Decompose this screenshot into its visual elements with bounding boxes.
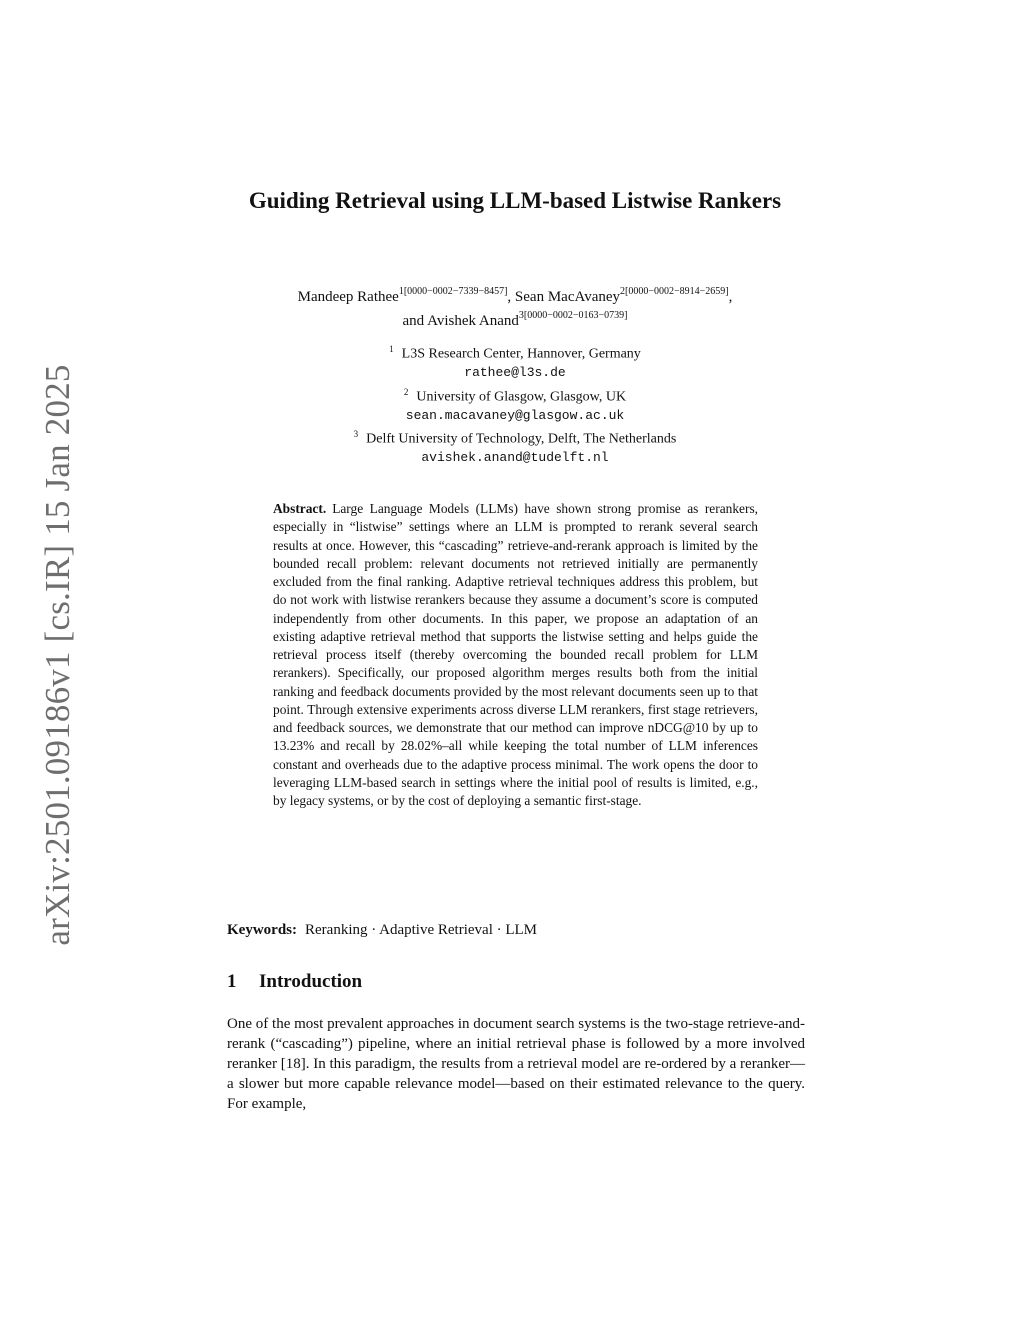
arxiv-identifier-stamp: arXiv:2501.09186v1 [cs.IR] 15 Jan 2025	[38, 364, 77, 946]
author-orcid: 3[0000−0002−0163−0739]	[518, 310, 628, 321]
section-number: 1	[227, 971, 237, 992]
affiliation	[230, 340, 800, 364]
affiliation-name: Delft University of Technology, Delft, The Netherlands	[366, 431, 677, 447]
affiliation-name: L3S Research Center, Hannover, Germany	[401, 346, 641, 362]
affiliation-number: 1	[389, 344, 394, 354]
section-heading	[227, 970, 362, 994]
paper-title: Guiding Retrieval using LLM-based Listwise Rankers	[248, 188, 782, 213]
author-orcid: 1[0000−0002−7339−8457]	[398, 286, 508, 297]
abstract-text: Large Language Models (LLMs) have shown strong promise as rerankers, especially in “listwise” settings where an LLM is prompted to rerank several search results at once. However, this “cascading” retrieve-and-rerank approach is limited by the bounded recall problem: relevant documents not retrieved initially are permanently excluded from the final ranking. Adaptive retrieval techniques address this problem, but do not work with listwise rerankers because they assume a document’s score is computed independently from other documents. In this paper, we propose an adaptation of an existing adaptive retrieval method that supports the listwise setting and helps guide the retrieval process itself (thereby overcoming the bounded recall problem for LLM rerankers). Specifically, our proposed algorithm merges results both from the initial ranking and feedback documents provided by the most relevant documents seen up to that point. Through extensive experiments across diverse LLM rerankers, first stage retrievers, and feedback sources, we demonstrate that our method can improve nDCG@10 by up to 13.23% and recall by 28.02%–all while keeping the total number of LLM inferences constant and overheads due to the adaptive process minimal. The work opens the door to leveraging LLM-based search in settings where the initial pool of results is limited, e.g., by legacy systems, or by the cost of deploying a semantic first-stage.	[273, 501, 758, 808]
author-list	[200, 283, 830, 331]
affiliation-name: University of Glasgow, Glasgow, UK	[416, 389, 627, 405]
keywords-label: Keywords:	[227, 922, 297, 938]
affiliation	[230, 383, 800, 407]
author-name: Mandeep Rathee	[297, 289, 399, 305]
author-email[interactable]: sean.macavaney@glasgow.ac.uk	[405, 407, 625, 423]
author-name: Sean MacAvaney	[514, 289, 621, 305]
keywords	[227, 920, 807, 940]
section-title: Introduction	[259, 971, 363, 992]
author-email[interactable]: rathee@l3s.de	[464, 365, 566, 381]
abstract	[273, 500, 758, 810]
affiliation-number: 2	[403, 386, 409, 397]
author-orcid: 2[0000−0002−8914−2659]	[620, 286, 729, 297]
author-separator: ,	[507, 289, 515, 305]
abstract-label: Abstract.	[273, 501, 327, 516]
introduction-paragraph: One of the most prevalent approaches in document search systems is the two-stage retrieve-and-rerank (“cascading”) pipeline, where an initial retrieval phase is followed by a more involved reranker [18]. In this paradigm, the results from a retrieval model are re-ordered by a reranker—a slower but more capable relevance model—based on their estimated relevance to the query. For example,	[227, 1016, 805, 1112]
author-name: and Avishek Anand	[402, 313, 519, 329]
keywords-text: Reranking · Adaptive Retrieval · LLM	[305, 922, 538, 938]
author-email[interactable]: avishek.anand@tudelft.nl	[421, 450, 609, 466]
affiliation-list	[230, 340, 800, 468]
affiliation	[230, 425, 800, 449]
affiliation-number: 3	[353, 429, 359, 440]
author-separator: ,	[728, 289, 733, 305]
